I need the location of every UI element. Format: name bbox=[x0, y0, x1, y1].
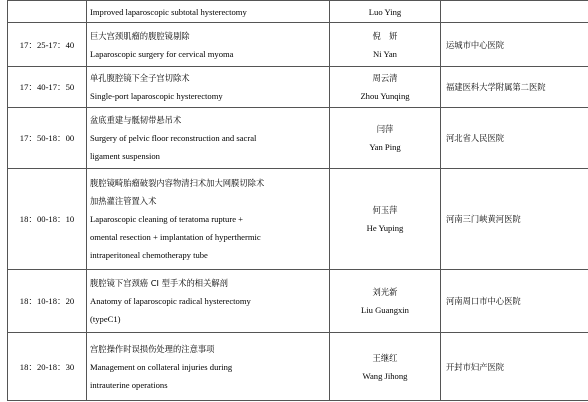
table-row bbox=[8, 108, 588, 169]
topic-en-line: ligament suspension bbox=[90, 151, 160, 161]
table-row bbox=[8, 1, 588, 23]
speaker-cell bbox=[330, 333, 441, 401]
topic-en-line: intrauterine operations bbox=[90, 379, 168, 390]
speaker-zh: 王继红 bbox=[372, 352, 398, 363]
topic-en-line: omental resection + implantation of hyperthermic bbox=[90, 232, 261, 242]
institution-name: 开封市妇产医院 bbox=[446, 361, 505, 372]
speaker-cell bbox=[330, 169, 441, 270]
topic-cell bbox=[87, 108, 330, 169]
table-row bbox=[8, 169, 588, 270]
speaker-en: Ni Yan bbox=[373, 48, 397, 59]
table-row bbox=[8, 23, 588, 67]
speaker-zh: 刘光新 bbox=[372, 287, 398, 297]
topic-zh-line: 单孔腹腔镜下全子宫切除术 bbox=[90, 73, 190, 83]
institution-name: 河南周口市中心医院 bbox=[446, 296, 521, 306]
schedule-table bbox=[7, 0, 588, 401]
time-cell: 18：00-18：10 bbox=[8, 169, 87, 270]
time-cell: 17：40-17：50 bbox=[8, 67, 87, 108]
time-cell: 18：10-18：20 bbox=[8, 270, 87, 333]
speaker-cell bbox=[330, 108, 441, 169]
topic-en-line: intraperitoneal chemotherapy tube bbox=[90, 250, 208, 260]
speaker-zh: 何玉萍 bbox=[372, 205, 398, 215]
speaker-cell bbox=[330, 23, 441, 67]
topic-cell bbox=[87, 270, 330, 333]
speaker-cell bbox=[330, 1, 441, 23]
topic-cell bbox=[87, 23, 330, 67]
institution-name: 福建医科大学附属第二医院 bbox=[446, 82, 546, 92]
speaker-en: Zhou Yunqing bbox=[360, 91, 410, 101]
institution-cell bbox=[441, 108, 588, 169]
institution-cell bbox=[441, 270, 588, 333]
speaker-en: Yan Ping bbox=[369, 142, 401, 152]
institution-cell bbox=[441, 333, 588, 401]
topic-en-line: Surgery of pelvic floor reconstruction and sacral bbox=[90, 133, 257, 143]
table-row bbox=[8, 270, 588, 333]
topic-en-line: Improved laparoscopic subtotal hysterectomy bbox=[90, 6, 247, 17]
institution-cell bbox=[441, 67, 588, 108]
speaker-cell bbox=[330, 67, 441, 108]
institution-name: 河北省人民医院 bbox=[446, 133, 505, 143]
speaker-zh: 周云清 bbox=[372, 73, 398, 83]
topic-cell bbox=[87, 1, 330, 23]
speaker-cell bbox=[330, 270, 441, 333]
topic-zh-line: 腹腔镜下宫颈癌 CI 型手术的相关解剖 bbox=[90, 278, 228, 288]
topic-en-line: Single-port laparoscopic hysterectomy bbox=[90, 91, 223, 101]
topic-cell bbox=[87, 333, 330, 401]
speaker-en: Liu Guangxin bbox=[361, 305, 409, 315]
topic-zh-line: 宫腔操作时误损伤处理的注意事项 bbox=[90, 343, 215, 354]
institution-cell bbox=[441, 23, 588, 67]
topic-en-line: Anatomy of laparoscopic radical hysterectomy bbox=[90, 296, 251, 306]
topic-en-line: Management on collateral injuries during bbox=[90, 361, 233, 372]
speaker-zh: 倪 妍 bbox=[372, 30, 398, 41]
topic-cell bbox=[87, 169, 330, 270]
topic-en-line: (typeC1) bbox=[90, 314, 121, 324]
topic-zh-line: 巨大宫颈肌瘤的腹腔镜剔除 bbox=[90, 30, 190, 41]
topic-en-line: Laparoscopic cleaning of teratoma rupture + bbox=[90, 214, 244, 224]
topic-cell bbox=[87, 67, 330, 108]
table-row bbox=[8, 333, 588, 401]
time-cell: 17：25-17：40 bbox=[8, 23, 87, 67]
time-cell: 18：20-18：30 bbox=[8, 333, 87, 401]
institution-name: 运城市中心医院 bbox=[446, 39, 505, 50]
institution-name: 河南三门峡黄河医院 bbox=[446, 214, 521, 224]
topic-zh-line: 腹腔镜畸胎瘤破裂内容物清扫术加大网膜切除术 bbox=[90, 178, 265, 188]
speaker-zh: 闫萍 bbox=[376, 124, 394, 134]
topic-zh-line: 盆底重建与骶韧带悬吊术 bbox=[90, 115, 182, 125]
speaker-en: He Yuping bbox=[366, 223, 404, 233]
speaker-en: Luo Ying bbox=[368, 6, 402, 17]
institution-cell bbox=[441, 169, 588, 270]
institution-cell bbox=[441, 1, 588, 23]
table-row bbox=[8, 67, 588, 108]
time-cell bbox=[8, 1, 87, 23]
topic-en-line: Laparoscopic surgery for cervical myoma bbox=[90, 48, 234, 59]
speaker-en: Wang Jihong bbox=[362, 370, 408, 381]
topic-zh-line: 加热灌注管置入术 bbox=[90, 196, 157, 206]
time-cell: 17：50-18：00 bbox=[8, 108, 87, 169]
